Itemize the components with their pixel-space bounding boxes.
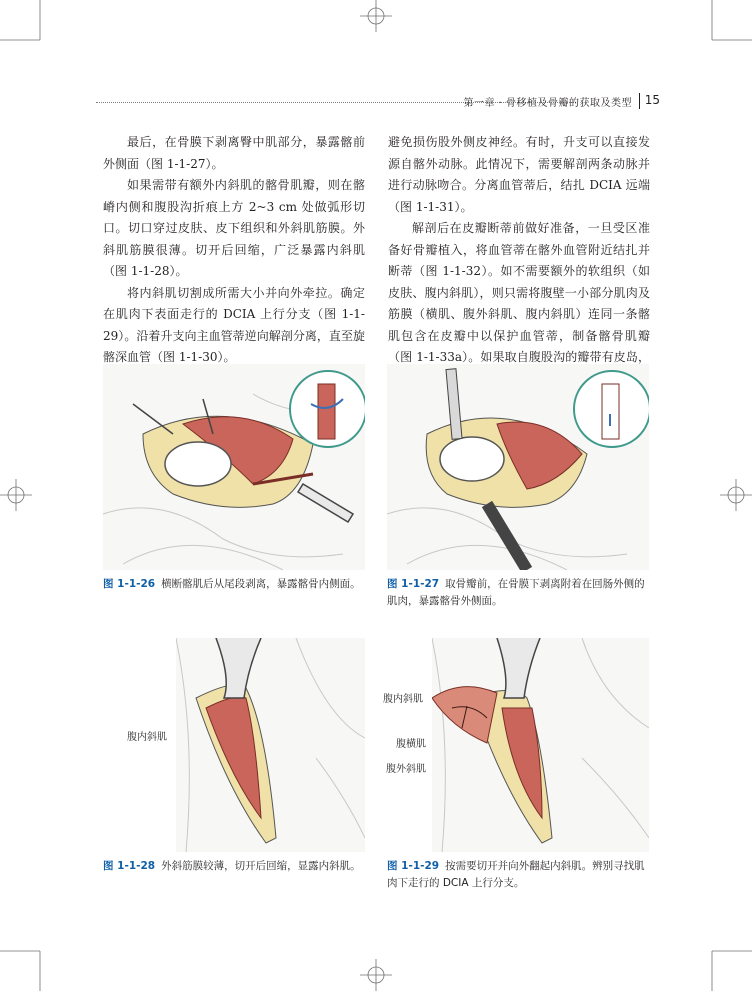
anatomy-label: 腹外斜肌 [386,764,426,775]
surgical-illustration [387,364,649,570]
paragraph: 最后，在骨膜下剥离臀中肌部分，暴露髂前外侧面（图 1-1-27）。 [103,135,365,171]
caption-text: 横断髂肌后从尾段剥离，暴露髂骨内侧面。 [161,578,361,590]
caption-text: 取骨瓣前，在骨膜下剥离附着在回肠外侧的肌肉，暴露髂骨外侧面。 [387,578,645,607]
figure-number: 图 1-1-26 [103,578,156,590]
figure-number: 图 1-1-28 [103,860,156,872]
figure-1-1-28 [176,638,365,852]
paragraph: 将内斜肌切割成所需大小并向外牵拉。确定在肌肉下表面走行的 DCIA 上行分支（图 1-1-29）。沿着升支向主血管蒂逆向解剖分离，直至旋髂深血管（图 1-1-30）。 [103,285,365,364]
surgical-illustration [176,638,365,852]
figure-1-1-26 [103,364,365,570]
figure-caption [387,576,655,610]
figure-caption [103,576,371,593]
paragraph: 如果需带有额外内斜肌的髂骨肌瓣，则在髂嵴内侧和腹股沟折痕上方 2~3 cm 处做弧形切口。切口穿过皮肤、皮下组织和外斜肌筋膜。外斜肌筋膜很薄。切开后回缩，广泛暴露内斜肌（图 1-1-28）。 [103,178,365,278]
page-number: 15 [644,93,660,107]
figure-1-1-29 [432,638,649,852]
figure-caption [387,858,655,892]
running-header [96,93,660,111]
caption-text: 外斜筋膜较薄，切开后回缩，显露内斜肌。 [161,860,361,872]
caption-text: 按需要切开并向外翻起内斜肌。辨别寻找肌肉下走行的 DCIA 上行分支。 [387,860,645,889]
figure-number: 图 1-1-29 [387,860,440,872]
chapter-title: 第一章 · 骨移植及骨瓣的获取及类型 [463,98,632,109]
right-text-column [388,132,650,390]
figure-number: 图 1-1-27 [387,578,440,590]
anatomy-label: 腹内斜肌 [127,732,167,743]
header-divider [639,93,640,109]
paragraph: 避免损伤股外侧皮神经。有时，升支可以直接发源自髂外动脉。此情况下，需要解剖两条动脉并进行动脉吻合。分离血管蒂后，结扎 DCIA 远端（图 1-1-31）。 [388,135,650,214]
figure-caption [103,858,371,875]
figure-1-1-27 [387,364,649,570]
surgical-illustration [432,638,649,852]
surgical-illustration [103,364,365,570]
paragraph: 解剖后在皮瓣断蒂前做好准备，一旦受区准备好骨瓣植入，将血管蒂在髂外血管附近结扎并断蒂（图 1-1-32）。如不需要额外的软组织（如皮肤、腹内斜肌），则只需将腹壁一小部分肌肉及筋膜（横肌、腹外斜肌、腹内斜肌）连同一条髂肌包含在皮瓣中以保护血管蒂，制备髂骨肌瓣（图 1-1-33a）。如果取自腹股沟的瓣带有皮岛， [388,221,650,364]
anatomy-label: 腹内斜肌 [383,694,423,705]
anatomy-label: 腹横肌 [396,739,426,750]
